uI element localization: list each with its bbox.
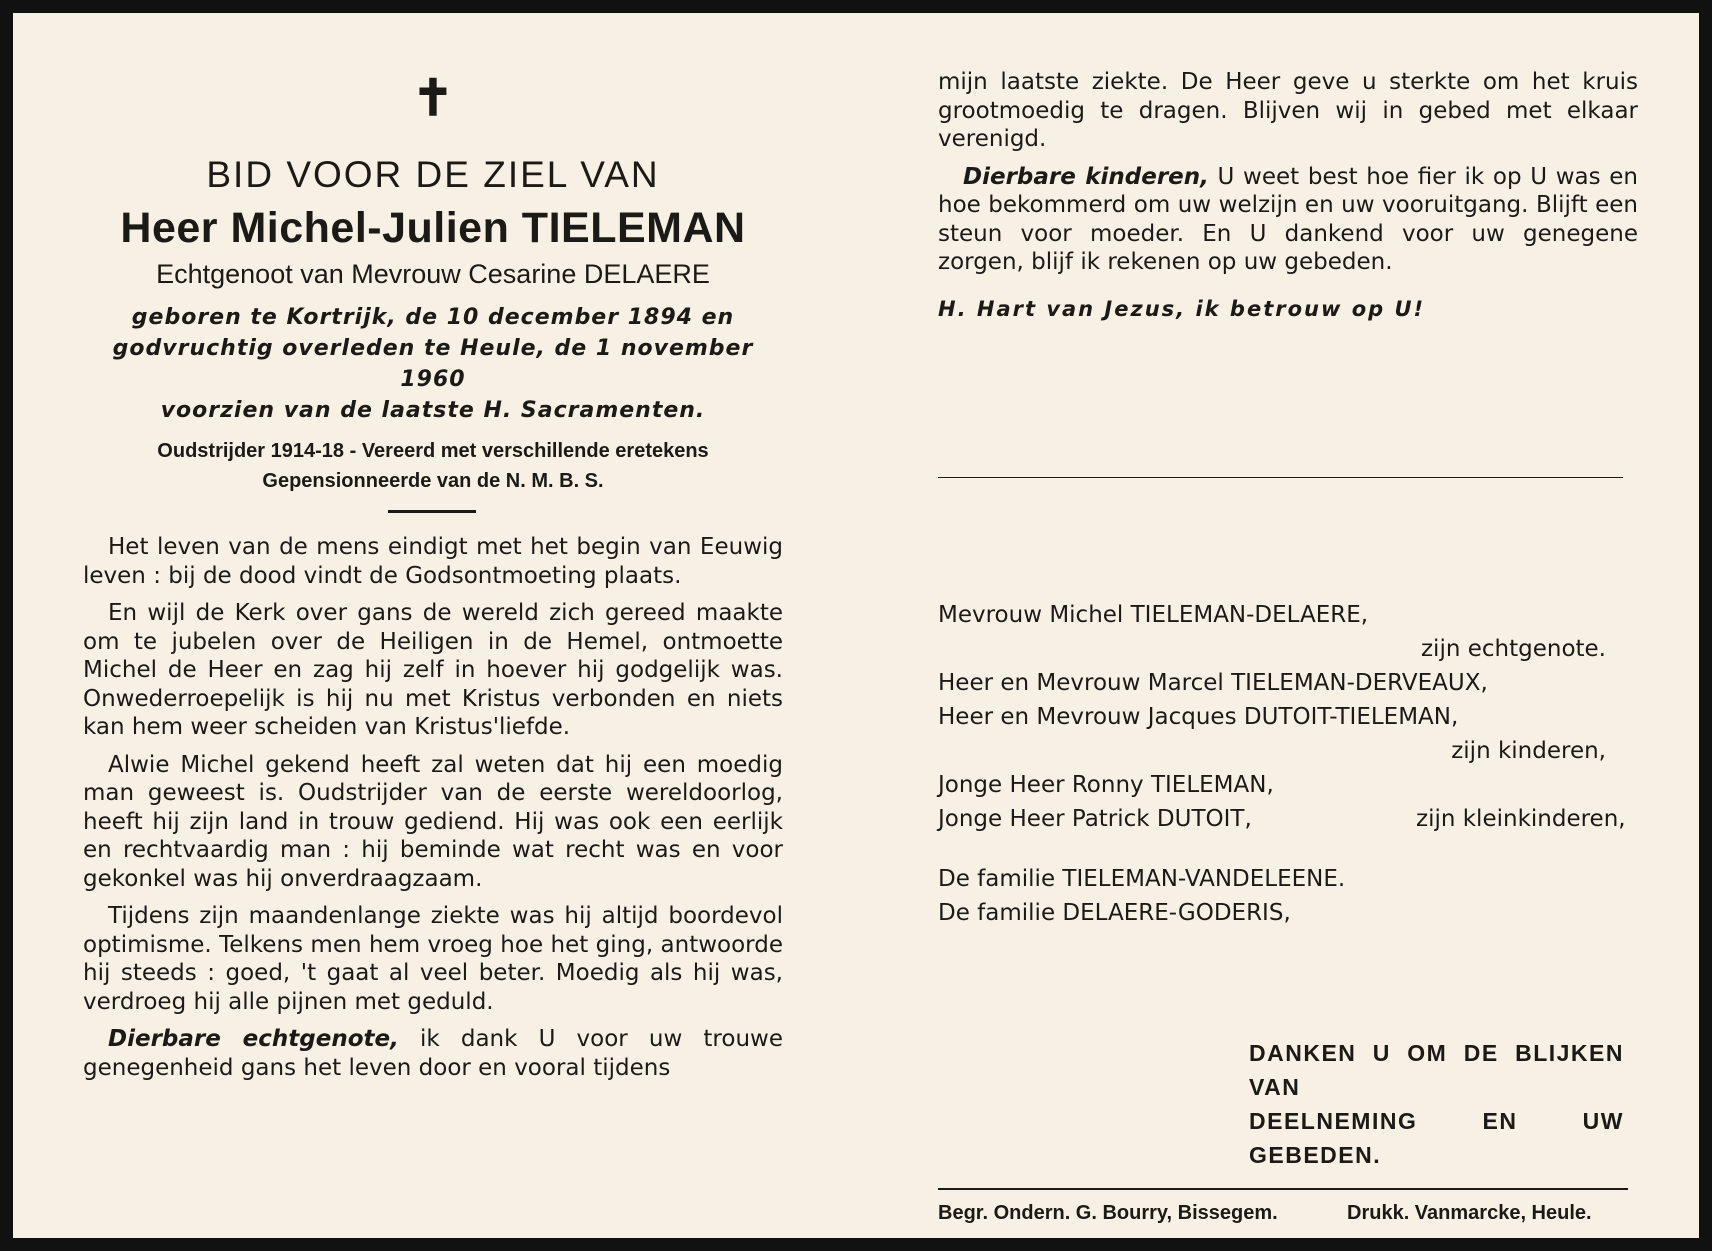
spouse-line: Echtgenoot van Mevrouw Cesarine DELAERE <box>156 259 710 289</box>
address-lead: Dierbare kinderen, <box>963 163 1209 190</box>
prayer-heading: BID VOOR DE ZIEL VAN <box>206 154 660 195</box>
list-item: Heer en Mevrouw Jacques DUTOIT-TIELEMAN, <box>938 704 1459 730</box>
paragraph: En wijl de Kerk over gans de wereld zich gereed maakte om te jubelen over de Heiligen in de Hemel, ontmoette Michel de Heer en zag hij zelf in hoever hij godgelijk was. Onwederroepelijk is hij nu met Kristus verbonden en niets kan hem weer scheiden van Kristus'liefde. <box>83 600 783 740</box>
address-lead: Dierbare echtgenote, <box>108 1026 399 1052</box>
paragraph: Tijdens zijn maandenlange ziekte was hij altijd boordevol optimisme. Telkens men hem vroeg hoe het ging, antwoorde hij steeds : goed, 't gaat al veel beter. Moedig als hij was, verdroeg hij alle pijnen met geduld. <box>83 903 783 1015</box>
paragraph <box>938 163 1638 277</box>
left-column <box>83 68 793 1091</box>
list-item: Heer en Mevrouw Marcel TIELEMAN-DERVEAUX, <box>938 670 1488 696</box>
undertaker-credit: Begr. Ondern. G. Bourry, Bissegem. <box>938 1202 1278 1224</box>
divider <box>388 510 476 513</box>
list-item: Mevrouw Michel TIELEMAN-DELAERE, <box>938 602 1369 628</box>
paragraph <box>83 1025 783 1082</box>
paragraph: Alwie Michel gekend heeft zal weten dat hij een moedig man geweest is. Oudstrijder van de eerste wereldoorlog, heeft hij zijn land in trouw gediend. Hij was ook een eerlijk en rechtvaardig man : hij beminde wat recht was en voor gekonkel was hij onverdraagzaam. <box>83 751 783 892</box>
family-list <box>938 598 1658 930</box>
thanks-block <box>1249 1036 1624 1172</box>
right-column <box>938 68 1648 321</box>
divider <box>938 477 1623 478</box>
sacraments-line: voorzien van de laatste H. Sacramenten. <box>160 398 706 423</box>
list-item: zijn kinderen, <box>1451 738 1606 764</box>
address-text: U weet best hoe fier ik op U was en hoe bekommerd om uw welzijn en uw vooruitgang. Blijft een steun voor moeder. En U dankend voor uw genegene zorgen, blijf ik rekenen op uw gebeden. <box>938 163 1638 275</box>
list-item: De familie TIELEMAN-VANDELEENE. <box>938 866 1346 892</box>
birth-line: geboren te Kortrijk, de 10 december 1894 en <box>131 305 735 330</box>
memorial-card <box>13 13 1699 1238</box>
paragraph: mijn laatste ziekte. De Heer geve u sterkte om het kruis grootmoedig te dragen. Blijven wij in gebed met elkaar verenigd. <box>938 69 1638 152</box>
death-line: godvruchtig overleden te Heule, de 1 november 1960 <box>112 336 754 392</box>
right-text-body <box>938 68 1638 277</box>
divider <box>938 1188 1628 1190</box>
list-item: De familie DELAERE-GODERIS, <box>938 900 1291 926</box>
birth-death-block <box>83 302 783 426</box>
cross-icon: ✝ <box>412 68 454 127</box>
left-text-body <box>83 533 783 1082</box>
pension-line: Gepensionneerde van de N. M. B. S. <box>262 470 604 492</box>
closing-prayer: H. Hart van Jezus, ik betrouw op U! <box>938 296 1426 321</box>
printer-credit: Drukk. Vanmarcke, Heule. <box>1347 1202 1592 1224</box>
list-item: Jonge Heer Patrick DUTOIT, zijn kleinkinderen, <box>938 806 1626 832</box>
thanks-line: DEELNEMING EN UW GEBEDEN. <box>1249 1108 1624 1168</box>
address-text: ik dank U voor uw trouwe genegenheid gans het leven door en vooral tijdens <box>83 1026 783 1081</box>
list-item: zijn echtgenote. <box>1420 636 1606 662</box>
veteran-block <box>83 436 783 496</box>
list-item: Jonge Heer Ronny TIELEMAN, <box>938 772 1274 798</box>
paragraph: Het leven van de mens eindigt met het begin van Eeuwig leven : bij de dood vindt de Godsontmoeting plaats. <box>83 534 783 589</box>
veteran-line: Oudstrijder 1914-18 - Vereerd met verschillende eretekens <box>157 440 709 462</box>
deceased-name: Heer Michel-Julien TIELEMAN <box>120 204 746 252</box>
thanks-line: DANKEN U OM DE BLIJKEN VAN <box>1249 1040 1624 1100</box>
